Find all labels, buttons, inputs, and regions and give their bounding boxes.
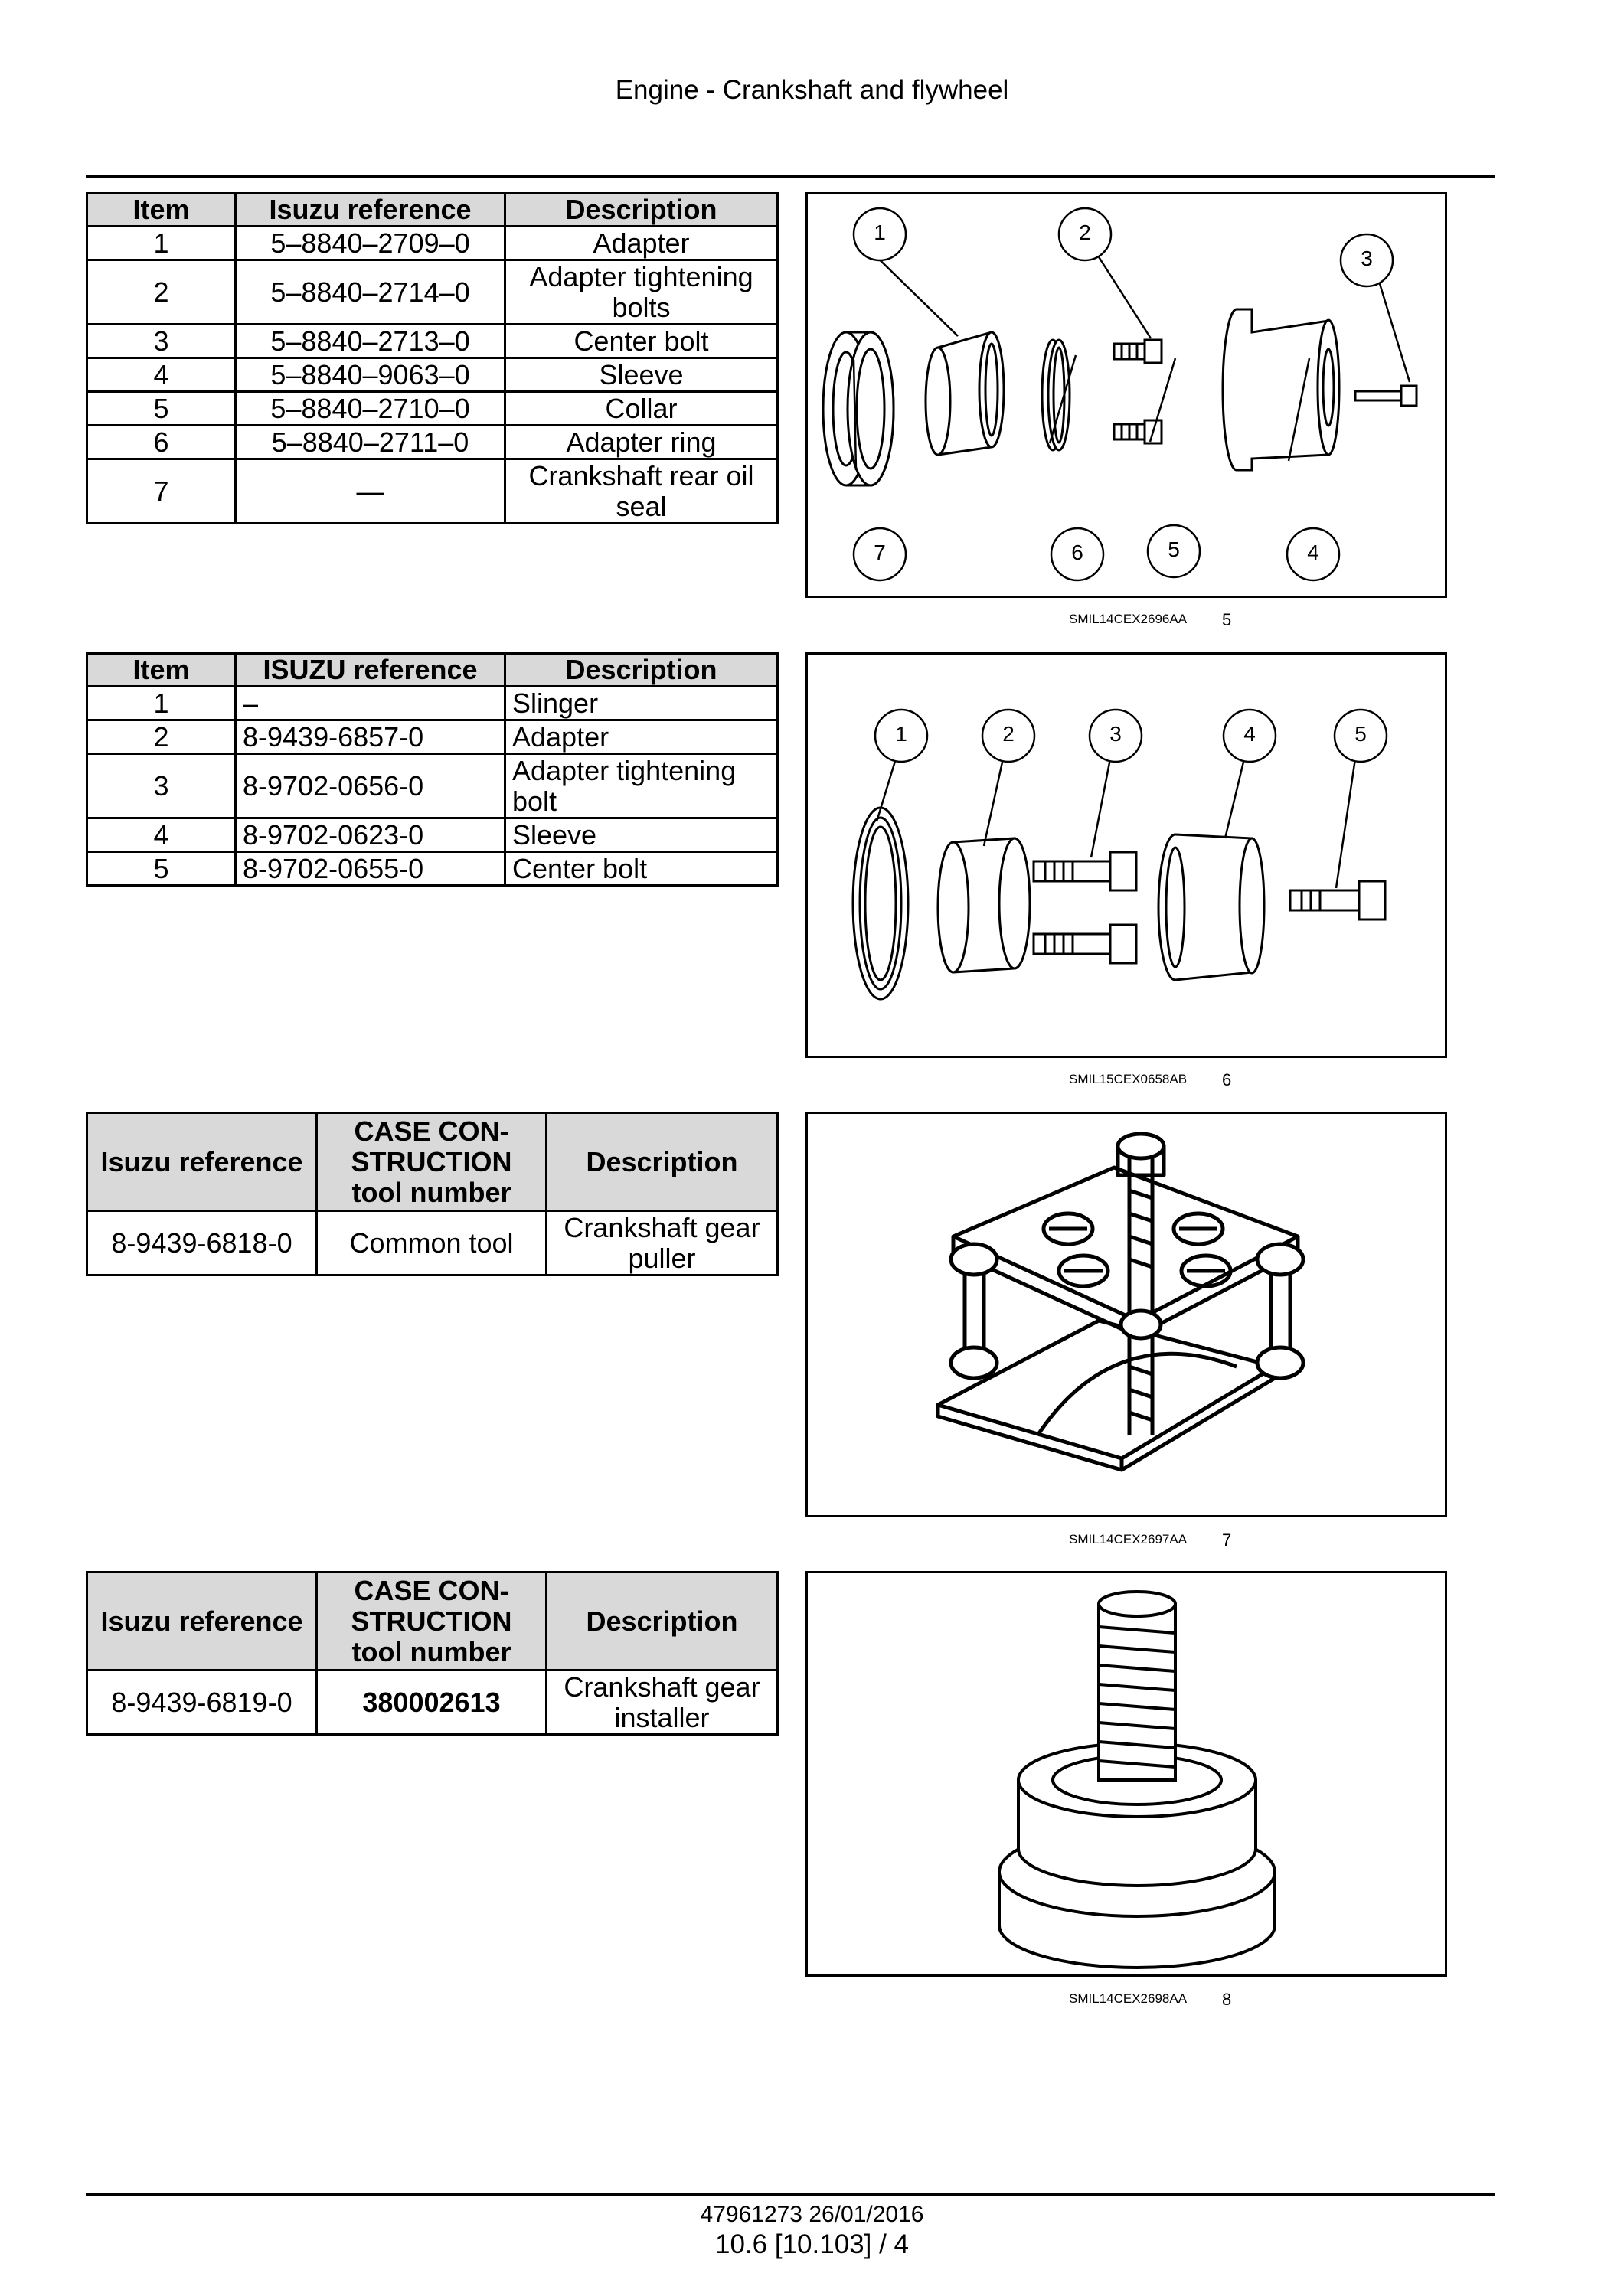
cell-desc: Crankshaft gear installer xyxy=(547,1671,778,1735)
footer-doc-number: 47961273 26/01/2016 xyxy=(700,2202,924,2227)
cell-ref: 8-9439-6818-0 xyxy=(87,1211,317,1275)
col-header-item: Item xyxy=(87,194,236,227)
cell-desc: Crankshaft gear puller xyxy=(547,1211,778,1275)
figure-6-seal-installer-kit xyxy=(805,652,1447,1058)
footer-rule xyxy=(86,2193,1495,2196)
col-header-ref: ISUZU reference xyxy=(236,654,505,687)
table-header-row xyxy=(87,1573,778,1671)
table-row xyxy=(87,754,778,818)
col-header-desc: Description xyxy=(505,654,778,687)
table-row xyxy=(87,392,778,426)
figure-7-crankshaft-gear-puller xyxy=(805,1112,1447,1517)
table-row xyxy=(87,818,778,852)
cell-ref: 5–8840–2713–0 xyxy=(236,325,505,358)
callout-label: 4 xyxy=(1243,722,1256,746)
cell-ref: 5–8840–2710–0 xyxy=(236,392,505,426)
cell-item: 5 xyxy=(87,392,236,426)
table-row xyxy=(87,459,778,524)
col-header-desc: Description xyxy=(547,1113,778,1211)
col-header-tool: CASE CON- STRUCTION tool number xyxy=(317,1573,547,1671)
header-rule xyxy=(86,175,1495,178)
cell-item: 6 xyxy=(87,426,236,459)
figure-number: 5 xyxy=(1222,610,1232,629)
cell-ref: 5–8840–2711–0 xyxy=(236,426,505,459)
cell-desc: Slinger xyxy=(505,687,778,720)
table-header-row xyxy=(87,654,778,687)
cell-ref: 5–8840–2709–0 xyxy=(236,227,505,260)
tightening-bolts-part xyxy=(1034,852,1136,963)
cell-item: 1 xyxy=(87,227,236,260)
col-header-ref: Isuzu reference xyxy=(87,1573,317,1671)
callout-label: 5 xyxy=(1168,537,1180,561)
cell-desc: Crankshaft rear oil seal xyxy=(505,459,778,524)
col-header-ref: Isuzu reference xyxy=(87,1113,317,1211)
cell-desc: Adapter tightening bolt xyxy=(505,754,778,818)
figure-code: SMIL14CEX2696AA xyxy=(1069,612,1188,626)
col-header-item: Item xyxy=(87,654,236,687)
table-header-row xyxy=(87,194,778,227)
cell-item: 4 xyxy=(87,818,236,852)
figure-code: SMIL14CEX2697AA xyxy=(1069,1532,1188,1546)
cell-desc: Adapter xyxy=(505,720,778,754)
table-header-row xyxy=(87,1113,778,1211)
cell-ref: 5–8840–2714–0 xyxy=(236,260,505,325)
adapter-part xyxy=(938,838,1030,972)
special-tools-table-2 xyxy=(86,652,779,887)
cell-item: 7 xyxy=(87,459,236,524)
callout-label: 5 xyxy=(1354,722,1367,746)
figure-8-crankshaft-gear-installer xyxy=(805,1571,1447,1977)
col-header-tool: CASE CON- STRUCTION tool number xyxy=(317,1113,547,1211)
gear-installer-tool xyxy=(999,1592,1275,1968)
cell-desc: Center bolt xyxy=(505,852,778,886)
cell-ref: 8-9702-0655-0 xyxy=(236,852,505,886)
cell-tool: 380002613 xyxy=(317,1671,547,1735)
table-row xyxy=(87,1211,778,1275)
cell-item: 3 xyxy=(87,325,236,358)
callout-label: 7 xyxy=(874,541,886,564)
col-header-desc: Description xyxy=(505,194,778,227)
cell-desc: Collar xyxy=(505,392,778,426)
col-header-ref: Isuzu reference xyxy=(236,194,505,227)
table-row xyxy=(87,426,778,459)
col-header-desc: Description xyxy=(547,1573,778,1671)
table-row xyxy=(87,852,778,886)
cell-desc: Center bolt xyxy=(505,325,778,358)
cell-ref: 5–8840–9063–0 xyxy=(236,358,505,392)
cell-item: 5 xyxy=(87,852,236,886)
figure-number: 8 xyxy=(1222,1990,1232,2009)
callout-label: 2 xyxy=(1079,220,1091,244)
table-row xyxy=(87,325,778,358)
cell-ref: 8-9702-0623-0 xyxy=(236,818,505,852)
callout-label: 3 xyxy=(1109,722,1122,746)
cell-desc: Adapter xyxy=(505,227,778,260)
special-tools-table-3 xyxy=(86,1112,779,1276)
figure-code: SMIL14CEX2698AA xyxy=(1069,1991,1188,2006)
cell-tool: Common tool xyxy=(317,1211,547,1275)
callout-label: 1 xyxy=(895,722,907,746)
cell-ref: 8-9439-6857-0 xyxy=(236,720,505,754)
table-row xyxy=(87,1671,778,1735)
special-tools-table-1 xyxy=(86,192,779,524)
callout-label: 3 xyxy=(1361,247,1373,270)
figure-number: 7 xyxy=(1222,1530,1232,1550)
cell-ref: 8-9702-0656-0 xyxy=(236,754,505,818)
table-row xyxy=(87,227,778,260)
figure-number: 6 xyxy=(1222,1070,1232,1089)
cell-desc: Adapter tightening bolts xyxy=(505,260,778,325)
gear-puller-tool xyxy=(938,1134,1303,1470)
sleeve-part xyxy=(1158,834,1264,980)
table-row xyxy=(87,358,778,392)
callout-label: 1 xyxy=(874,220,886,244)
slinger-part xyxy=(853,808,908,999)
page-title: Engine - Crankshaft and flywheel xyxy=(615,75,1009,105)
center-bolt-part xyxy=(1290,881,1385,919)
callout-label: 2 xyxy=(1002,722,1015,746)
cell-item: 2 xyxy=(87,720,236,754)
cell-ref: 8-9439-6819-0 xyxy=(87,1671,317,1735)
table-row xyxy=(87,687,778,720)
cell-desc: Sleeve xyxy=(505,818,778,852)
cell-ref: – xyxy=(236,687,505,720)
table-row xyxy=(87,720,778,754)
cell-item: 3 xyxy=(87,754,236,818)
special-tools-table-4 xyxy=(86,1571,779,1736)
table-row xyxy=(87,260,778,325)
cell-item: 1 xyxy=(87,687,236,720)
figure-code: SMIL15CEX0658AB xyxy=(1069,1072,1188,1086)
cell-ref: — xyxy=(236,459,505,524)
cell-item: 4 xyxy=(87,358,236,392)
cell-desc: Sleeve xyxy=(505,358,778,392)
footer-page-number: 10.6 [10.103] / 4 xyxy=(715,2229,909,2259)
cell-desc: Adapter ring xyxy=(505,426,778,459)
callout-label: 6 xyxy=(1071,541,1083,564)
callout-label: 4 xyxy=(1307,541,1319,564)
figure-5-seal-installer-kit xyxy=(805,192,1447,598)
cell-item: 2 xyxy=(87,260,236,325)
